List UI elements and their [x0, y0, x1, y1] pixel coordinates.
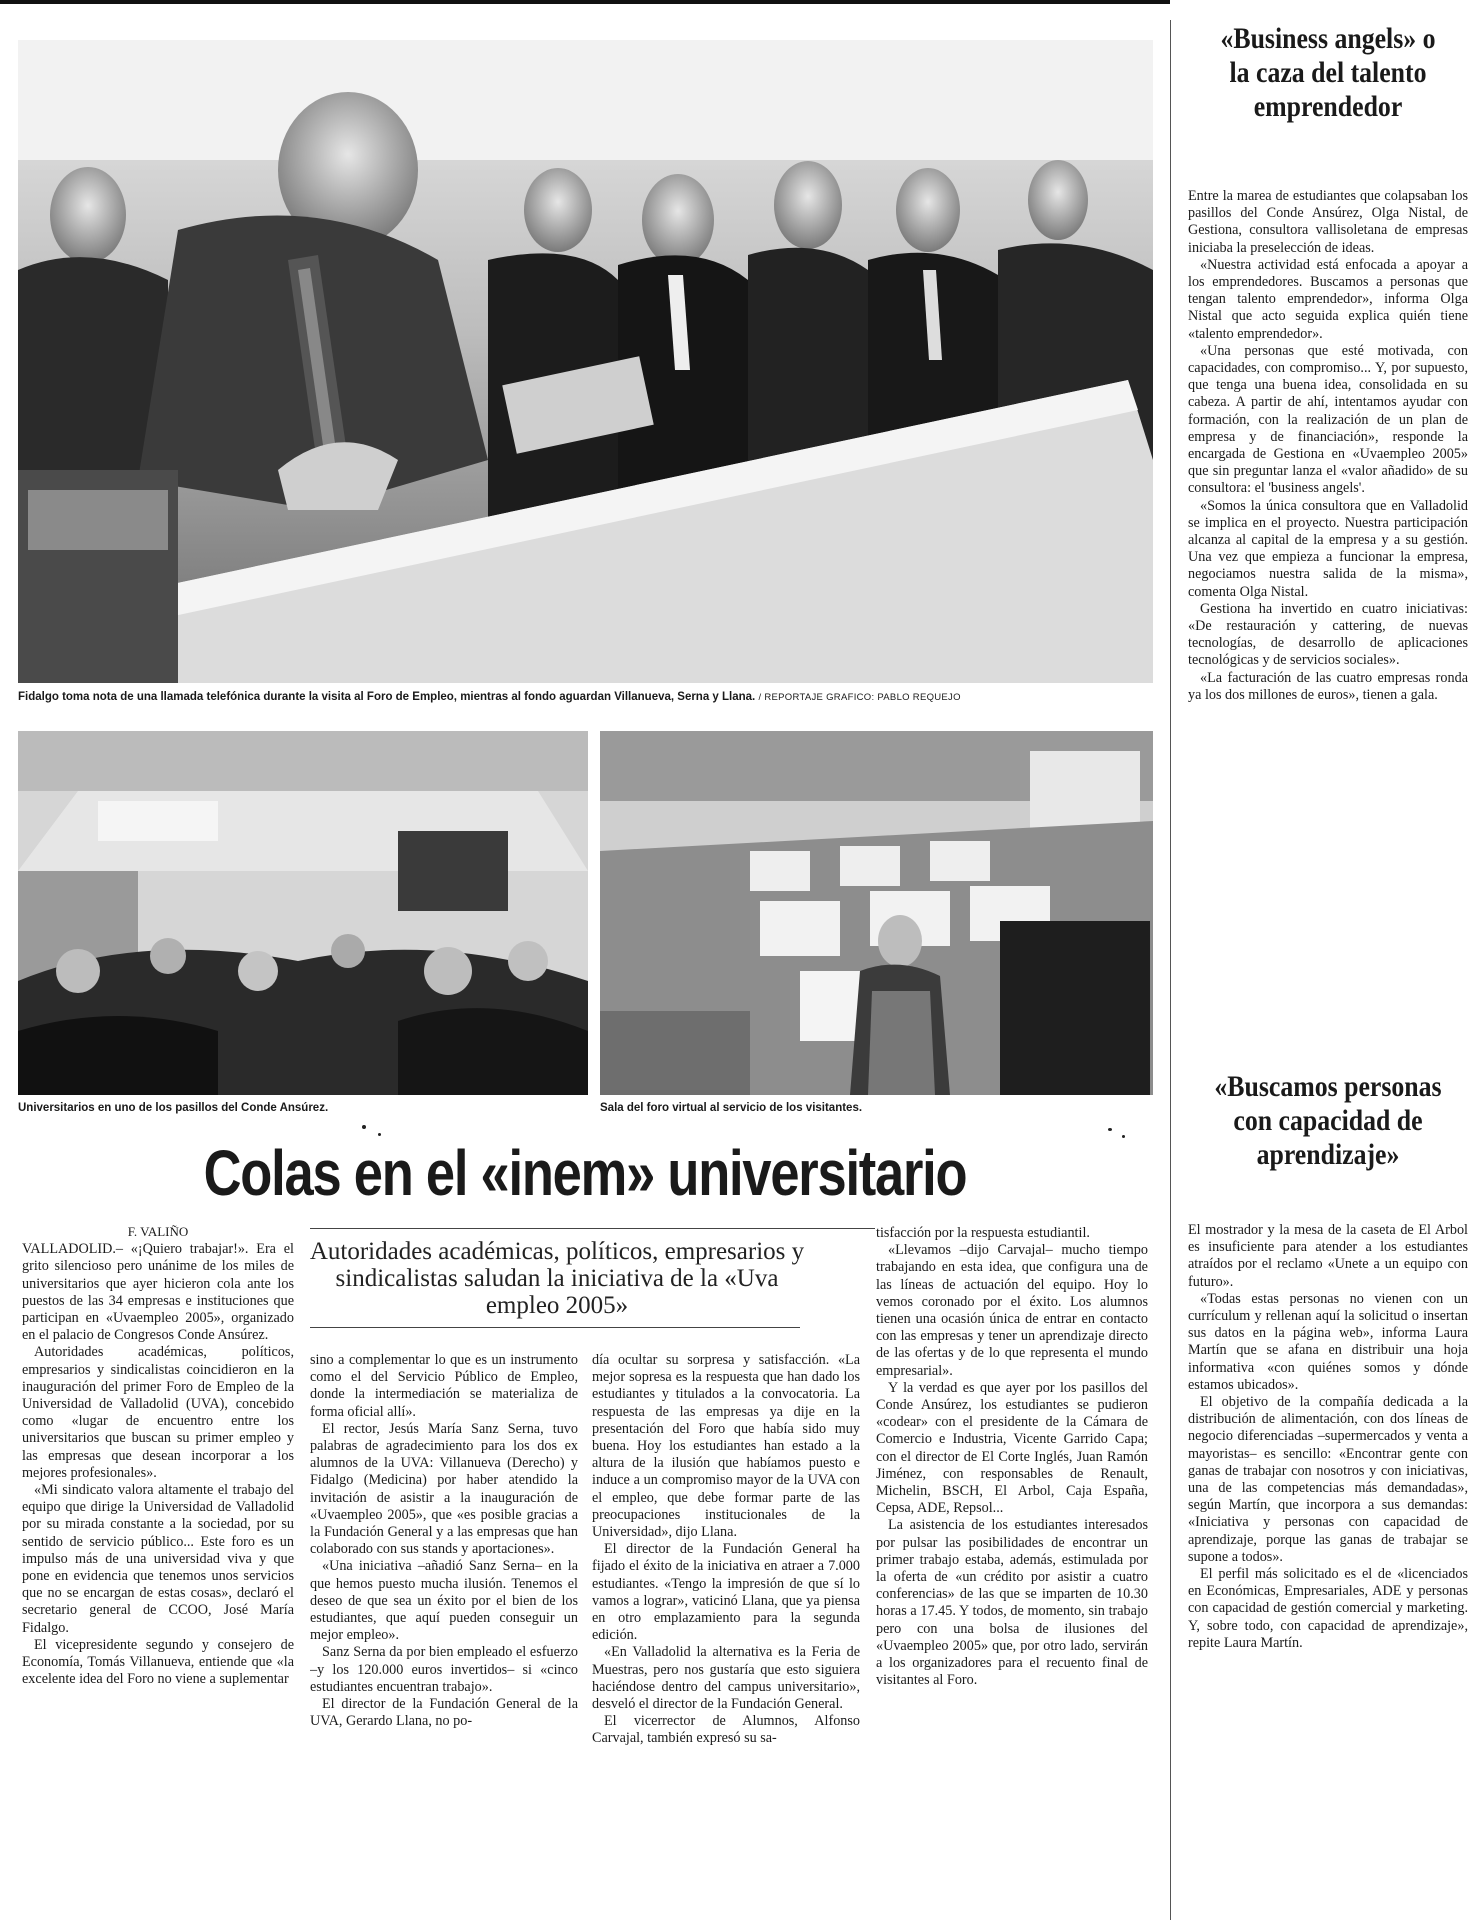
- photo-credit: / REPORTAJE GRAFICO: PABLO REQUEJO: [758, 692, 961, 703]
- paragraph: «La facturación de las cuatro empresas ronda ya los dos millones de euros», tienen a gala.: [1188, 669, 1468, 703]
- article-column-3: [592, 1352, 860, 1920]
- paragraph: Gestiona ha invertido en cuatro iniciativas: «De restauración y cattering, de nuevas tecnologías, de desarrollo de aplicaciones tecnológicas y de servicios sociales».: [1188, 600, 1468, 669]
- computer-room-photo: [600, 731, 1153, 1095]
- paragraph: Autoridades académicas, políticos, empresarios y sindicalistas coincidieron en la inauguración del primer Foro de Empleo de la Universidad de Valladolid (UVA), concebido como «lugar de encuentro entre los universitarios que buscan su primer empleo y las empresas que desean incorporar a los mejores profesionales».: [22, 1344, 294, 1481]
- paragraph: La asistencia de los estudiantes interesados por pulsar las posibilidades de encontrar un primer trabajo estaba, además, estimulada por la oferta de «un crédito por asistir a cuatro conferencias» de las que se imparten de 10.30 horas a 17.45. Y todos, de momento, sin trabajo pero con una bolsa de ilusiones del «Uvaempleo 2005» que, por otro lado, servirán a los organizadores para el recuento final de visitantes al Foro.: [876, 1517, 1148, 1689]
- sidebar-2-body: [1188, 1222, 1468, 1920]
- paragraph: «Todas estas personas no vienen con un currículum y rellenan aquí la solicitud o insertan sus datos en la página web», informa Laura Martín que se afana en distribuir una hoja informativa «con quiénes somos y dónde estamos ubicados».: [1188, 1290, 1468, 1393]
- scan-speck: [1108, 1128, 1112, 1131]
- main-photo: [18, 40, 1153, 683]
- article-subhead: Autoridades académicas, políticos, empresarios y sindicalistas saludan la iniciativa de la «Uva empleo 2005»: [309, 1238, 805, 1319]
- main-photo-caption: [18, 690, 961, 705]
- sidebar-1-body: [1188, 188, 1468, 1048]
- top-rule: [0, 0, 1170, 4]
- paragraph: El director de la Fundación General de la UVA, Gerardo Llana, no po-: [310, 1696, 578, 1730]
- paragraph: El perfil más solicitado es el de «licenciados en Económicas, Empresariales, ADE y personas con capacidad de gestión comercial y marketing. Y, sobre todo, con capacidad de aprendizaje», repite Laura Martín.: [1188, 1566, 1468, 1651]
- paragraph: sino a complementar lo que es un instrumento como el del Servicio Público de Empleo, donde la intermediación se materializa de forma oficial allí».: [310, 1352, 578, 1420]
- paragraph: VALLADOLID.– «¡Quiero trabajar!». Era el grito silencioso pero unánime de los miles de universitarios que ayer hicieron cola ante los puestos de las 34 empresas e instituciones que participan en «Uvaempleo 2005», organizado en el palacio de Congresos Conde Ansúrez.: [22, 1241, 294, 1344]
- article-column-2: [310, 1352, 578, 1920]
- paragraph: «Una iniciativa –añadió Sanz Serna– en la que hemos puesto mucha ilusión. Tenemos el deseo de que sea un éxito por el bien de los estudiantes, que aquí pueden conseguir un mejor empleo».: [310, 1558, 578, 1644]
- article-column-4: [876, 1225, 1148, 1920]
- paragraph: día ocultar su sorpresa y satisfacción. «La mejor sopresa es la respuesta que han dado los estudiantes y titulados a la convocatoria. La respuesta de las empresas ya dije en la presentación del Foro que había sido muy buena. Hoy los estudiantes han estado a la altura de la ilusión que habíamos puesto e induce a un compromiso mayor de la UVA con el empleo, que debe formar parte de las preocupaciones institucionales de la Universidad», dijo Llana.: [592, 1352, 860, 1541]
- subhead-bottom-rule: [310, 1327, 800, 1328]
- paragraph: Y la verdad es que ayer por los pasillos del Conde Ansúrez, los estudiantes se pudieron «codear» con el presidente de la Cámara de Comercio e Industria, Vicente Garrido Capa; con el director de El Corte Inglés, Juan Ramón Jiménez, con responsables de Renault, Michelin, BSCH, El Arbol, Caja España, Cepsa, ADE, Repsol...: [876, 1379, 1148, 1517]
- computer-room-caption: Sala del foro virtual al servicio de los visitantes.: [600, 1102, 863, 1114]
- corridor-photo: [18, 731, 588, 1095]
- scan-speck: [378, 1133, 381, 1136]
- scan-speck: [1122, 1135, 1125, 1138]
- article-column-1: [22, 1223, 294, 1920]
- paragraph: «Somos la única consultora que en Valladolid se implica en el proyecto. Nuestra participación alcanza al capital de la empresa y a su gestión. Una vez que empieza a funcionar la empresa, negociamos nuestra salida de la misma», comenta Olga Nistal.: [1188, 497, 1468, 600]
- main-caption-text: Fidalgo toma nota de una llamada telefónica durante la visita al Foro de Empleo, mientras al fondo aguardan Villanueva, Serna y Llana.: [18, 691, 756, 703]
- byline: F. VALIÑO: [127, 1224, 189, 1239]
- article-headline: Colas en el «inem» universitario: [203, 1137, 967, 1209]
- paragraph: «Una personas que esté motivada, con capacidades, con compromiso... Y, por supuesto, que tenga una buena idea, consolidada en su cabeza. A partir de ahí, intentamos ayudar con formación, con la realización de un plan de empresa y de financiación», responde la encargada de Gestiona en «Uvaempleo 2005» que sin preguntar lanza el «valor añadido» de su consultora: el 'business angels'.: [1188, 342, 1468, 497]
- paragraph: «Nuestra actividad está enfocada a apoyar a los emprendedores. Buscamos a personas que tengan talento emprendedor», informa Olga Nistal que acto seguida explica quién tiene «talento emprendedor».: [1188, 256, 1468, 342]
- paragraph: tisfacción por la respuesta estudiantil.: [876, 1225, 1090, 1241]
- paragraph: «Mi sindicato valora altamente el trabajo del equipo que dirige la Universidad de Valladolid por su mirada constante a la sociedad, por su sentido de servicio público... Este foro es un impulso más de una universidad viva y que pone en evidencia que tenemos unos servicios que no se encargan de estas cosas», declaró el secretario general de CCOO, José María Fidalgo.: [22, 1482, 294, 1636]
- paragraph: El vicepresidente segundo y consejero de Economía, Tomás Villanueva, entiende que «la excelente idea del Foro no viene a suplementar: [22, 1636, 294, 1688]
- paragraph: Entre la marea de estudiantes que colapsaban los pasillos del Conde Ansúrez, Olga Nistal, de Gestiona, consultora vallisoletana de empresas iniciaba la preselección de ideas.: [1188, 188, 1468, 256]
- paragraph: «En Valladolid la alternativa es la Feria de Muestras, pero nos gustaría que esto siguiera haciéndose dentro del campus universitario», desveló el director de la Fundación General.: [592, 1644, 860, 1713]
- corridor-caption: Universitarios en uno de los pasillos del Conde Ansúrez.: [18, 1102, 329, 1114]
- paragraph: Sanz Serna da por bien empleado el esfuerzo –y los 120.000 euros invertidos– si «cinco estudiantes encuentran trabajo».: [310, 1644, 578, 1695]
- paragraph: «Llevamos –dijo Carvajal– mucho tiempo trabajando en esta idea, que configura una de las líneas de actuación del equipo. Hoy lo vemos coronado por el éxito. Los alumnos tienen una ocasión única de entrar en contacto con las empresas y tener un aprendizaje directo de las ofertas y de lo que representa el mundo empresarial».: [876, 1242, 1148, 1379]
- paragraph: El vicerrector de Alumnos, Alfonso Carvajal, también expresó su sa-: [592, 1713, 860, 1747]
- paragraph: El director de la Fundación General ha fijado el éxito de la iniciativa en atraer a 7.000 estudiantes. «Tengo la impresión de que sí lo vamos a lograr», vaticinó Llana, que ya piensa en otro emplazamiento para la segunda edición.: [592, 1541, 860, 1644]
- sidebar-2-title: «Buscamos personas con capacidad de aprendizaje»: [1214, 1070, 1442, 1171]
- paragraph: El objetivo de la compañía dedicada a la distribución de alimentación, con dos líneas de negocio diferenciadas –supermercados y venta a mayoristas– es sencillo: «Encontrar gente con ganas de trabajar con nosotros y con iniciativas, una de las competencias más demandadas», según Martín, que incorpora a sus demandas: «Iniciativa y personas con capacidad de aprendizaje, porque las ganas de trabajar se supone a todos».: [1188, 1394, 1468, 1565]
- paragraph: El mostrador y la mesa de la caseta de El Arbol es insuficiente para atender a los estudiantes atraídos por el reclamo «Unete a un equipo con futuro».: [1188, 1222, 1468, 1290]
- sidebar-divider: [1170, 20, 1171, 1920]
- paragraph: El rector, Jesús María Sanz Serna, tuvo palabras de agradecimiento para los dos ex alumnos de la UVA: Villanueva (Derecho) y Fidalgo (Medicina) por haber atendido la invitación de asistir a la inauguración de «Uvaempleo 2005», que «es posible gracias a la Fundación General y a las empresas que han colaborado con sus stands y aportaciones».: [310, 1420, 578, 1558]
- scan-speck: [362, 1125, 366, 1129]
- subhead-top-rule: [310, 1228, 875, 1229]
- sidebar-1-title: «Business angels» o la caza del talento emprendedor: [1220, 22, 1436, 123]
